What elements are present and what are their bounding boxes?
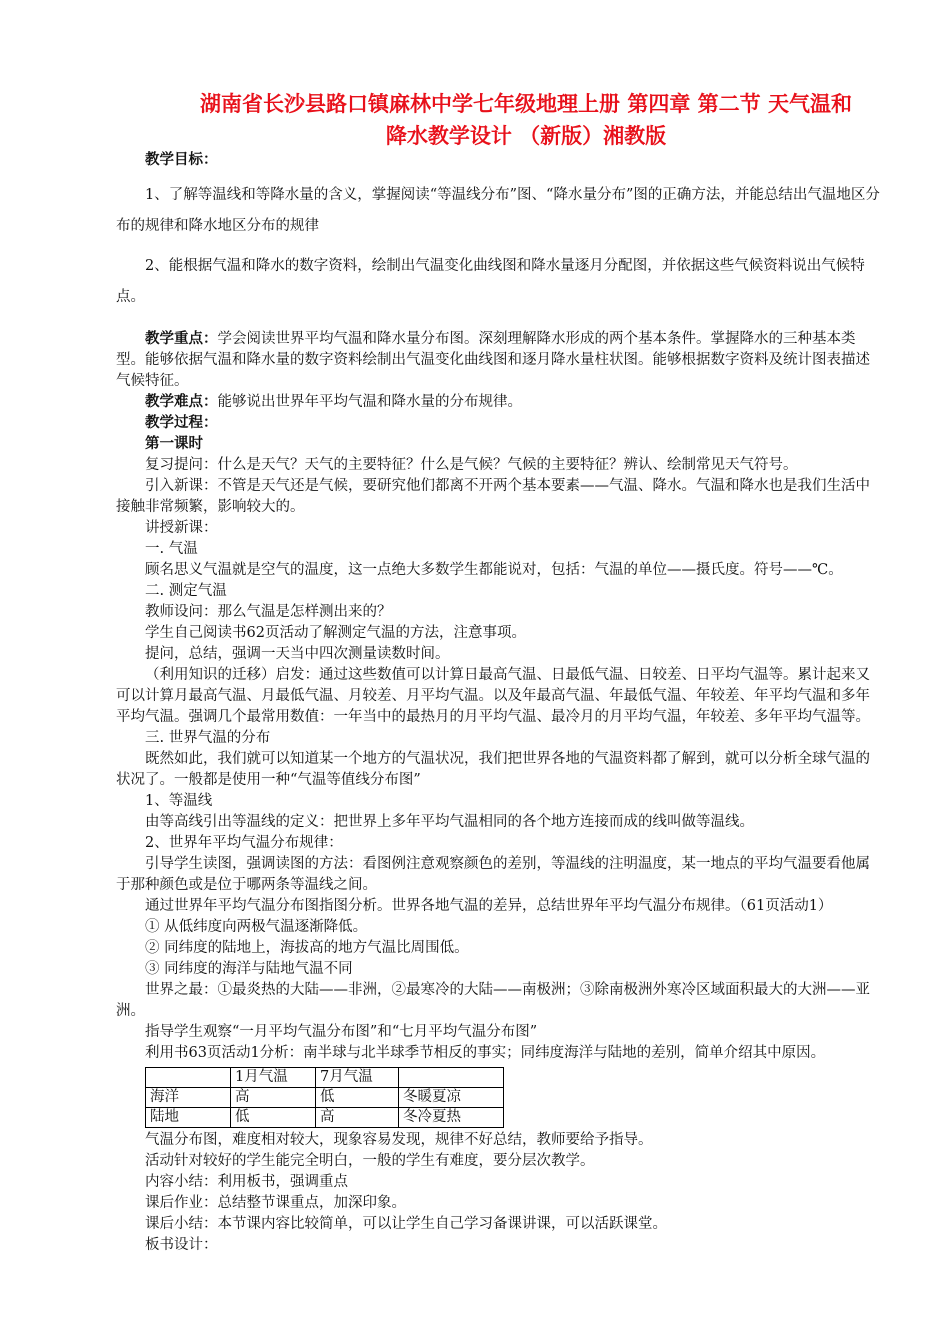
paragraph: 课后作业：总结整节课重点，加深印象。 bbox=[145, 1195, 406, 1211]
objective-1: 1、了解等温线和等降水量的含义，掌握阅读“等温线分布”图、“降水量分布”图的正确方法，并能总结出气温地区分布的规律和降水地区分布的规律 bbox=[116, 187, 880, 234]
difficulty-label: 教学难点： bbox=[145, 394, 218, 410]
table-cell bbox=[399, 1068, 504, 1088]
objective-2: 2、能根据气温和降水的数字资料，绘制出气温变化曲线图和降水量逐月分配图，并依据这些气候资料说出气候特点。 bbox=[116, 258, 865, 305]
table-cell: 7月气温 bbox=[316, 1068, 399, 1088]
table-cell: 高 bbox=[316, 1108, 399, 1128]
difficulty bbox=[116, 392, 884, 413]
table-cell: 低 bbox=[316, 1088, 399, 1108]
paragraph: 世界之最：①最炎热的大陆——非洲，②最寒冷的大陆——南极洲；③除南极洲外寒冷区域面积最大的大洲——亚洲。 bbox=[116, 982, 870, 1019]
process-heading: 教学过程： bbox=[145, 415, 218, 431]
section-heading: 一. 气温 bbox=[145, 541, 198, 557]
subsection-heading: 1、等温线 bbox=[145, 793, 213, 809]
paragraph: 教师设问：那么气温是怎样测出来的？ bbox=[145, 604, 392, 620]
paragraph: 学生自己阅读书62页活动了解测定气温的方法，注意事项。 bbox=[145, 625, 526, 641]
paragraph: 由等高线引出等温线的定义：把世界上多年平均气温相同的各个地方连接而成的线叫做等温线。 bbox=[145, 814, 754, 830]
table-cell: 海洋 bbox=[146, 1088, 231, 1108]
paragraph: 讲授新课： bbox=[145, 520, 218, 536]
list-item: ② 同纬度的陆地上，海拔高的地方气温比周围低。 bbox=[145, 940, 469, 956]
table-cell: 陆地 bbox=[146, 1108, 231, 1128]
lesson-1-heading: 第一课时 bbox=[145, 436, 203, 452]
subsection-heading: 2、世界年平均气温分布规律： bbox=[145, 835, 343, 851]
table-cell: 1月气温 bbox=[231, 1068, 316, 1088]
paragraph: 指导学生观察“一月平均气温分布图”和“七月平均气温分布图” bbox=[145, 1024, 538, 1040]
paragraph: 既然如此，我们就可以知道某一个地方的气温状况，我们把世界各地的气温资料都了解到，就可以分析全球气温的状况了。一般都是使用一种“气温等值线分布图” bbox=[116, 751, 870, 788]
title-line-2: 降水教学设计 （新版）湘教版 bbox=[385, 124, 667, 148]
paragraph: 复习提问：什么是天气？天气的主要特征？什么是气候？气候的主要特征？辨认、绘制常见天气符号。 bbox=[145, 457, 798, 473]
paragraph: 气温分布图，难度相对较大，现象容易发现，规律不好总结，教师要给予指导。 bbox=[145, 1132, 653, 1148]
table-row bbox=[146, 1088, 504, 1108]
paragraph: 活动针对较好的学生能完全明白，一般的学生有难度，要分层次教学。 bbox=[145, 1153, 595, 1169]
paragraph: 引入新课：不管是天气还是气候，要研究他们都离不开两个基本要素——气温、降水。气温和降水也是我们生活中接触非常频繁，影响较大的。 bbox=[116, 478, 870, 515]
paragraph: 利用书63页活动1分析：南半球与北半球季节相反的事实；同纬度海洋与陆地的差别，简单介绍其中原因。 bbox=[145, 1045, 826, 1061]
paragraph: 板书设计： bbox=[145, 1237, 218, 1253]
table-header-row bbox=[146, 1068, 504, 1088]
table-cell bbox=[146, 1068, 231, 1088]
key-points bbox=[116, 329, 884, 392]
document-title bbox=[116, 88, 936, 152]
table-cell: 高 bbox=[231, 1088, 316, 1108]
temperature-table bbox=[145, 1067, 504, 1128]
paragraph: （利用知识的迁移）启发：通过这些数值可以计算日最高气温、日最低气温、日较差、日平均气温等。累计起来又可以计算月最高气温、月最低气温、月较差、月平均气温。以及年最高气温、年最低气温、年较差、年平均气温和多年平均气温。强调几个最常用数值：一年当中的最热月的月平均气温、最冷月的月平均气温，年较差、多年平均气温等。 bbox=[116, 667, 870, 725]
paragraph: 提问，总结，强调一天当中四次测量读数时间。 bbox=[145, 646, 450, 662]
title-line-1: 湖南省长沙县路口镇麻林中学七年级地理上册 第四章 第二节 天气温和 bbox=[200, 92, 852, 116]
paragraph: 顾名思义气温就是空气的温度，这一点绝大多数学生都能说对，包括：气温的单位——摄氏度。符号——℃。 bbox=[145, 562, 843, 578]
key-points-text: 学会阅读世界平均气温和降水量分布图。深刻理解降水形成的两个基本条件。掌握降水的三种基本类型。能够依据气温和降水量的数字资料绘制出气温变化曲线图和逐月降水量柱状图。能够根据数字资料及统计图表描述气候特征。 bbox=[116, 331, 870, 389]
paragraph: 通过世界年平均气温分布图指图分析。世界各地气温的差异，总结世界年平均气温分布规律。（61页活动1） bbox=[145, 898, 833, 914]
table-cell: 冬暖夏凉 bbox=[399, 1088, 504, 1108]
list-item: ③ 同纬度的海洋与陆地气温不同 bbox=[145, 961, 353, 977]
table-cell: 低 bbox=[231, 1108, 316, 1128]
paragraph: 内容小结：利用板书，强调重点 bbox=[145, 1174, 348, 1190]
key-points-label: 教学重点： bbox=[145, 331, 218, 347]
list-item: ① 从低纬度向两极气温逐渐降低。 bbox=[145, 919, 368, 935]
table-row bbox=[146, 1108, 504, 1128]
paragraph: 课后小结：本节课内容比较简单，可以让学生自己学习备课讲课，可以活跃课堂。 bbox=[145, 1216, 667, 1232]
paragraph: 引导学生读图，强调读图的方法：看图例注意观察颜色的差别，等温线的注明温度，某一地点的平均气温要看他属于那种颜色或是位于哪两条等温线之间。 bbox=[116, 856, 870, 893]
objectives-heading: 教学目标： bbox=[145, 152, 218, 168]
difficulty-text: 能够说出世界年平均气温和降水量的分布规律。 bbox=[217, 394, 522, 410]
document-body bbox=[116, 150, 884, 1256]
table-cell: 冬冷夏热 bbox=[399, 1108, 504, 1128]
section-heading: 三. 世界气温的分布 bbox=[145, 730, 271, 746]
section-heading: 二. 测定气温 bbox=[145, 583, 227, 599]
